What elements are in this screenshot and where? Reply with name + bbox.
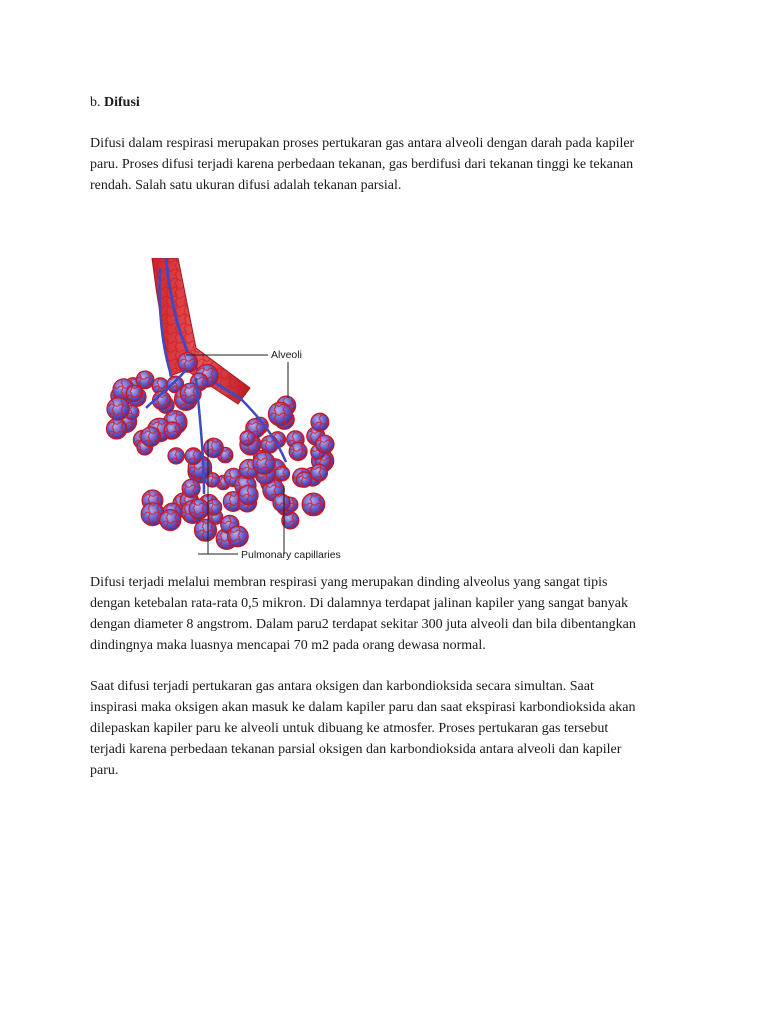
paragraph-membrane xyxy=(90,572,690,656)
paragraph-line: dindingnya maka luasnya mencapai 70 m2 pada orang dewasa normal. xyxy=(90,638,486,653)
capillary-network xyxy=(107,398,129,420)
alveoli-diagram xyxy=(100,258,360,568)
capillary-network xyxy=(204,438,223,457)
capillary-network xyxy=(164,422,180,438)
capillary-network xyxy=(182,479,200,497)
capillary-network xyxy=(302,493,325,516)
paragraph-line: inspirasi maka oksigen akan masuk ke dalam kapiler paru dan saat ekspirasi karbondioksida akan xyxy=(90,700,636,715)
paragraph-line: Saat difusi terjadi pertukaran gas antara oksigen dan karbondioksida secara simultan. Saat xyxy=(90,679,594,694)
capillary-network xyxy=(268,402,292,426)
capillary-network xyxy=(311,413,329,431)
paragraph-exchange xyxy=(90,676,690,781)
paragraph-line: dilepaskan kapiler paru ke alveoli untuk dibuang ke atmosfer. Proses pertukaran gas tersebut xyxy=(90,721,609,736)
section-prefix: b. xyxy=(90,95,101,110)
alveoli-illustration xyxy=(100,258,360,568)
capillary-network xyxy=(273,494,290,511)
paragraph-line: terjadi karena perbedaan tekanan parsial oksigen dan karbondioksida antara alveoli dan kapiler xyxy=(90,742,622,757)
capillary-network xyxy=(126,385,142,401)
capillary-network xyxy=(239,485,259,505)
capillary-network xyxy=(160,510,181,531)
capillary-network xyxy=(107,419,127,439)
capillary-network xyxy=(141,427,161,447)
capillary-network xyxy=(289,443,307,461)
capillary-network xyxy=(136,371,154,389)
paragraph-line: dengan diameter 8 angstrom. Dalam paru2 terdapat sekitar 300 juta alveoli dan bila dibentangkan xyxy=(90,617,636,632)
capillary-network xyxy=(185,448,202,465)
capillary-network xyxy=(296,472,311,487)
capillary-network xyxy=(316,435,334,453)
capillary-network xyxy=(311,464,328,481)
alveoli-label: Alveoli xyxy=(271,349,302,361)
capillary-network xyxy=(253,452,275,474)
paragraph-line: Difusi terjadi melalui membran respirasi yang merupakan dinding alveolus yang sangat tipis xyxy=(90,575,608,590)
paragraph-line: rendah. Salah satu ukuran difusi adalah tekanan parsial. xyxy=(90,178,402,193)
paragraph-intro xyxy=(90,133,690,196)
paragraph-line: Difusi dalam respirasi merupakan proses pertukaran gas antara alveoli dengan darah pada kapiler xyxy=(90,136,635,151)
capillary-network xyxy=(240,431,255,446)
paragraph-line: paru. xyxy=(90,763,119,778)
capillary-network xyxy=(178,353,198,373)
paragraph-line: dengan ketebalan rata-rata 0,5 mikron. Di dalamnya terdapat jalinan kapiler yang sangat banyak xyxy=(90,596,629,611)
capillary-network xyxy=(189,499,209,519)
capillary-network xyxy=(168,448,184,464)
capillary-network xyxy=(275,466,290,481)
capillaries-label: Pulmonary capillaries xyxy=(241,549,341,561)
section-title: Difusi xyxy=(104,95,140,110)
paragraph-line: paru. Proses difusi terjadi karena perbedaan tekanan, gas berdifusi dari tekanan tinggi ke tekanan xyxy=(90,157,634,172)
section-heading xyxy=(90,93,140,113)
capillary-network xyxy=(228,526,249,547)
